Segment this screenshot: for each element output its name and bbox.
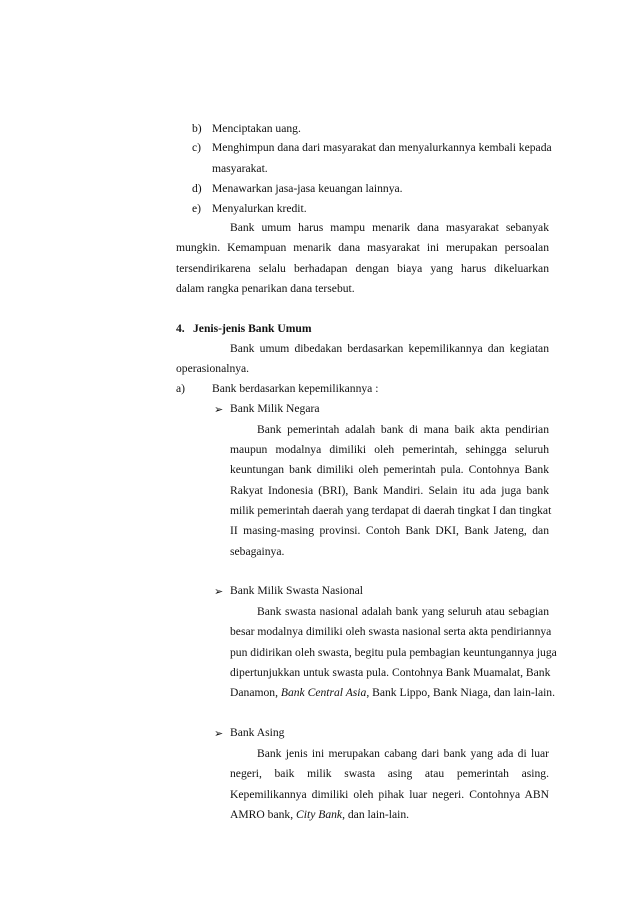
bullet-arrow-icon: ➢ — [214, 404, 224, 416]
bank-name-italic: City Bank — [296, 808, 343, 821]
bullet1-line-6: II masing-masing provinsi. Contoh Bank DKI, Bank Jateng, dan — [230, 524, 549, 537]
list-item-c: Menghimpun dana dari masyarakat dan menyalurkannya kembali kepada — [212, 141, 552, 154]
sub-marker-a: a) — [176, 382, 186, 395]
bullet1-line-5: milik pemerintah daerah yang terdapat di daerah tingkat I dan tingkat — [230, 504, 552, 517]
list-item-d: Menawarkan jasa-jasa keuangan lainnya. — [212, 182, 403, 195]
section-number: 4. — [176, 322, 185, 335]
bank-name-italic: Bank Central Asia — [280, 686, 367, 699]
bullet2-line-2: besar modalnya dimiliki oleh swasta nasional serta akta pendiriannya — [230, 625, 552, 638]
para1-line-1: Bank umum harus mampu menarik dana masyarakat sebanyak — [230, 221, 549, 234]
list-marker-e: e) — [192, 202, 202, 215]
para2-line-1: Bank umum dibedakan berdasarkan kepemilikannya dan kegiatan — [230, 342, 549, 355]
para1-line-4: dalam rangka penarikan dana tersebut. — [176, 282, 355, 295]
list-marker-d: d) — [192, 182, 202, 195]
list-item-b: Menciptakan uang. — [212, 122, 301, 135]
bullet3-line-1: Bank jenis ini merupakan cabang dari bank yang ada di luar — [257, 747, 549, 760]
bullet1-line-1: Bank pemerintah adalah bank di mana baik akta pendirian — [257, 423, 549, 436]
bullet1-title: Bank Milik Negara — [230, 402, 320, 415]
list-item-e: Menyalurkan kredit. — [212, 202, 307, 215]
bullet1-line-4: Rakyat Indonesia (BRI), Bank Mandiri. Selain itu ada juga bank — [230, 484, 549, 497]
bullet1-line-7: sebagainya. — [230, 545, 285, 558]
bullet3-line-4: AMRO bank, City Bank, dan lain-lain. — [230, 808, 410, 821]
list-marker-c: c) — [192, 141, 202, 154]
para2-line-2: operasionalnya. — [176, 362, 250, 375]
para1-line-3: tersendirikarena selalu berhadapan dengan biaya yang harus dikeluarkan — [176, 262, 549, 275]
para1-line-2: mungkin. Kemampuan menarik dana masyarakat ini merupakan persoalan — [176, 241, 549, 254]
section-title: Jenis-jenis Bank Umum — [193, 322, 312, 335]
bullet2-line-5: Danamon, Bank Central Asia, Bank Lippo, Bank Niaga, dan lain-lain. — [230, 686, 556, 699]
bullet1-line-2: maupun modalnya dimiliki oleh pemerintah, sehingga seluruh — [230, 443, 549, 456]
bullet-arrow-icon: ➢ — [214, 586, 224, 598]
bullet2-line-1: Bank swasta nasional adalah bank yang seluruh atau sebagian — [257, 605, 549, 618]
list-marker-b: b) — [192, 122, 202, 135]
bullet3-line-3: Kepemilikannya dimiliki oleh pihak luar negeri. Contohnya ABN — [230, 788, 549, 801]
bullet2-line-4: dipertunjukkan untuk swasta pula. Contohnya Bank Muamalat, Bank — [230, 666, 551, 679]
bullet2-line-3: pun didirikan oleh swasta, begitu pula pembagian keuntungannya juga — [230, 646, 557, 659]
bullet1-line-3: keuntungan bank dimiliki oleh pemerintah pula. Contohnya Bank — [230, 463, 549, 476]
bullet3-title: Bank Asing — [230, 726, 285, 739]
bullet2-title: Bank Milik Swasta Nasional — [230, 584, 363, 597]
sub-item-a: Bank berdasarkan kepemilikannya : — [212, 382, 379, 395]
list-item-c-cont: masyarakat. — [212, 162, 268, 175]
bullet-arrow-icon: ➢ — [214, 728, 224, 740]
bullet3-line-2: negeri, baik milik swasta asing atau pemerintah asing. — [230, 767, 549, 780]
